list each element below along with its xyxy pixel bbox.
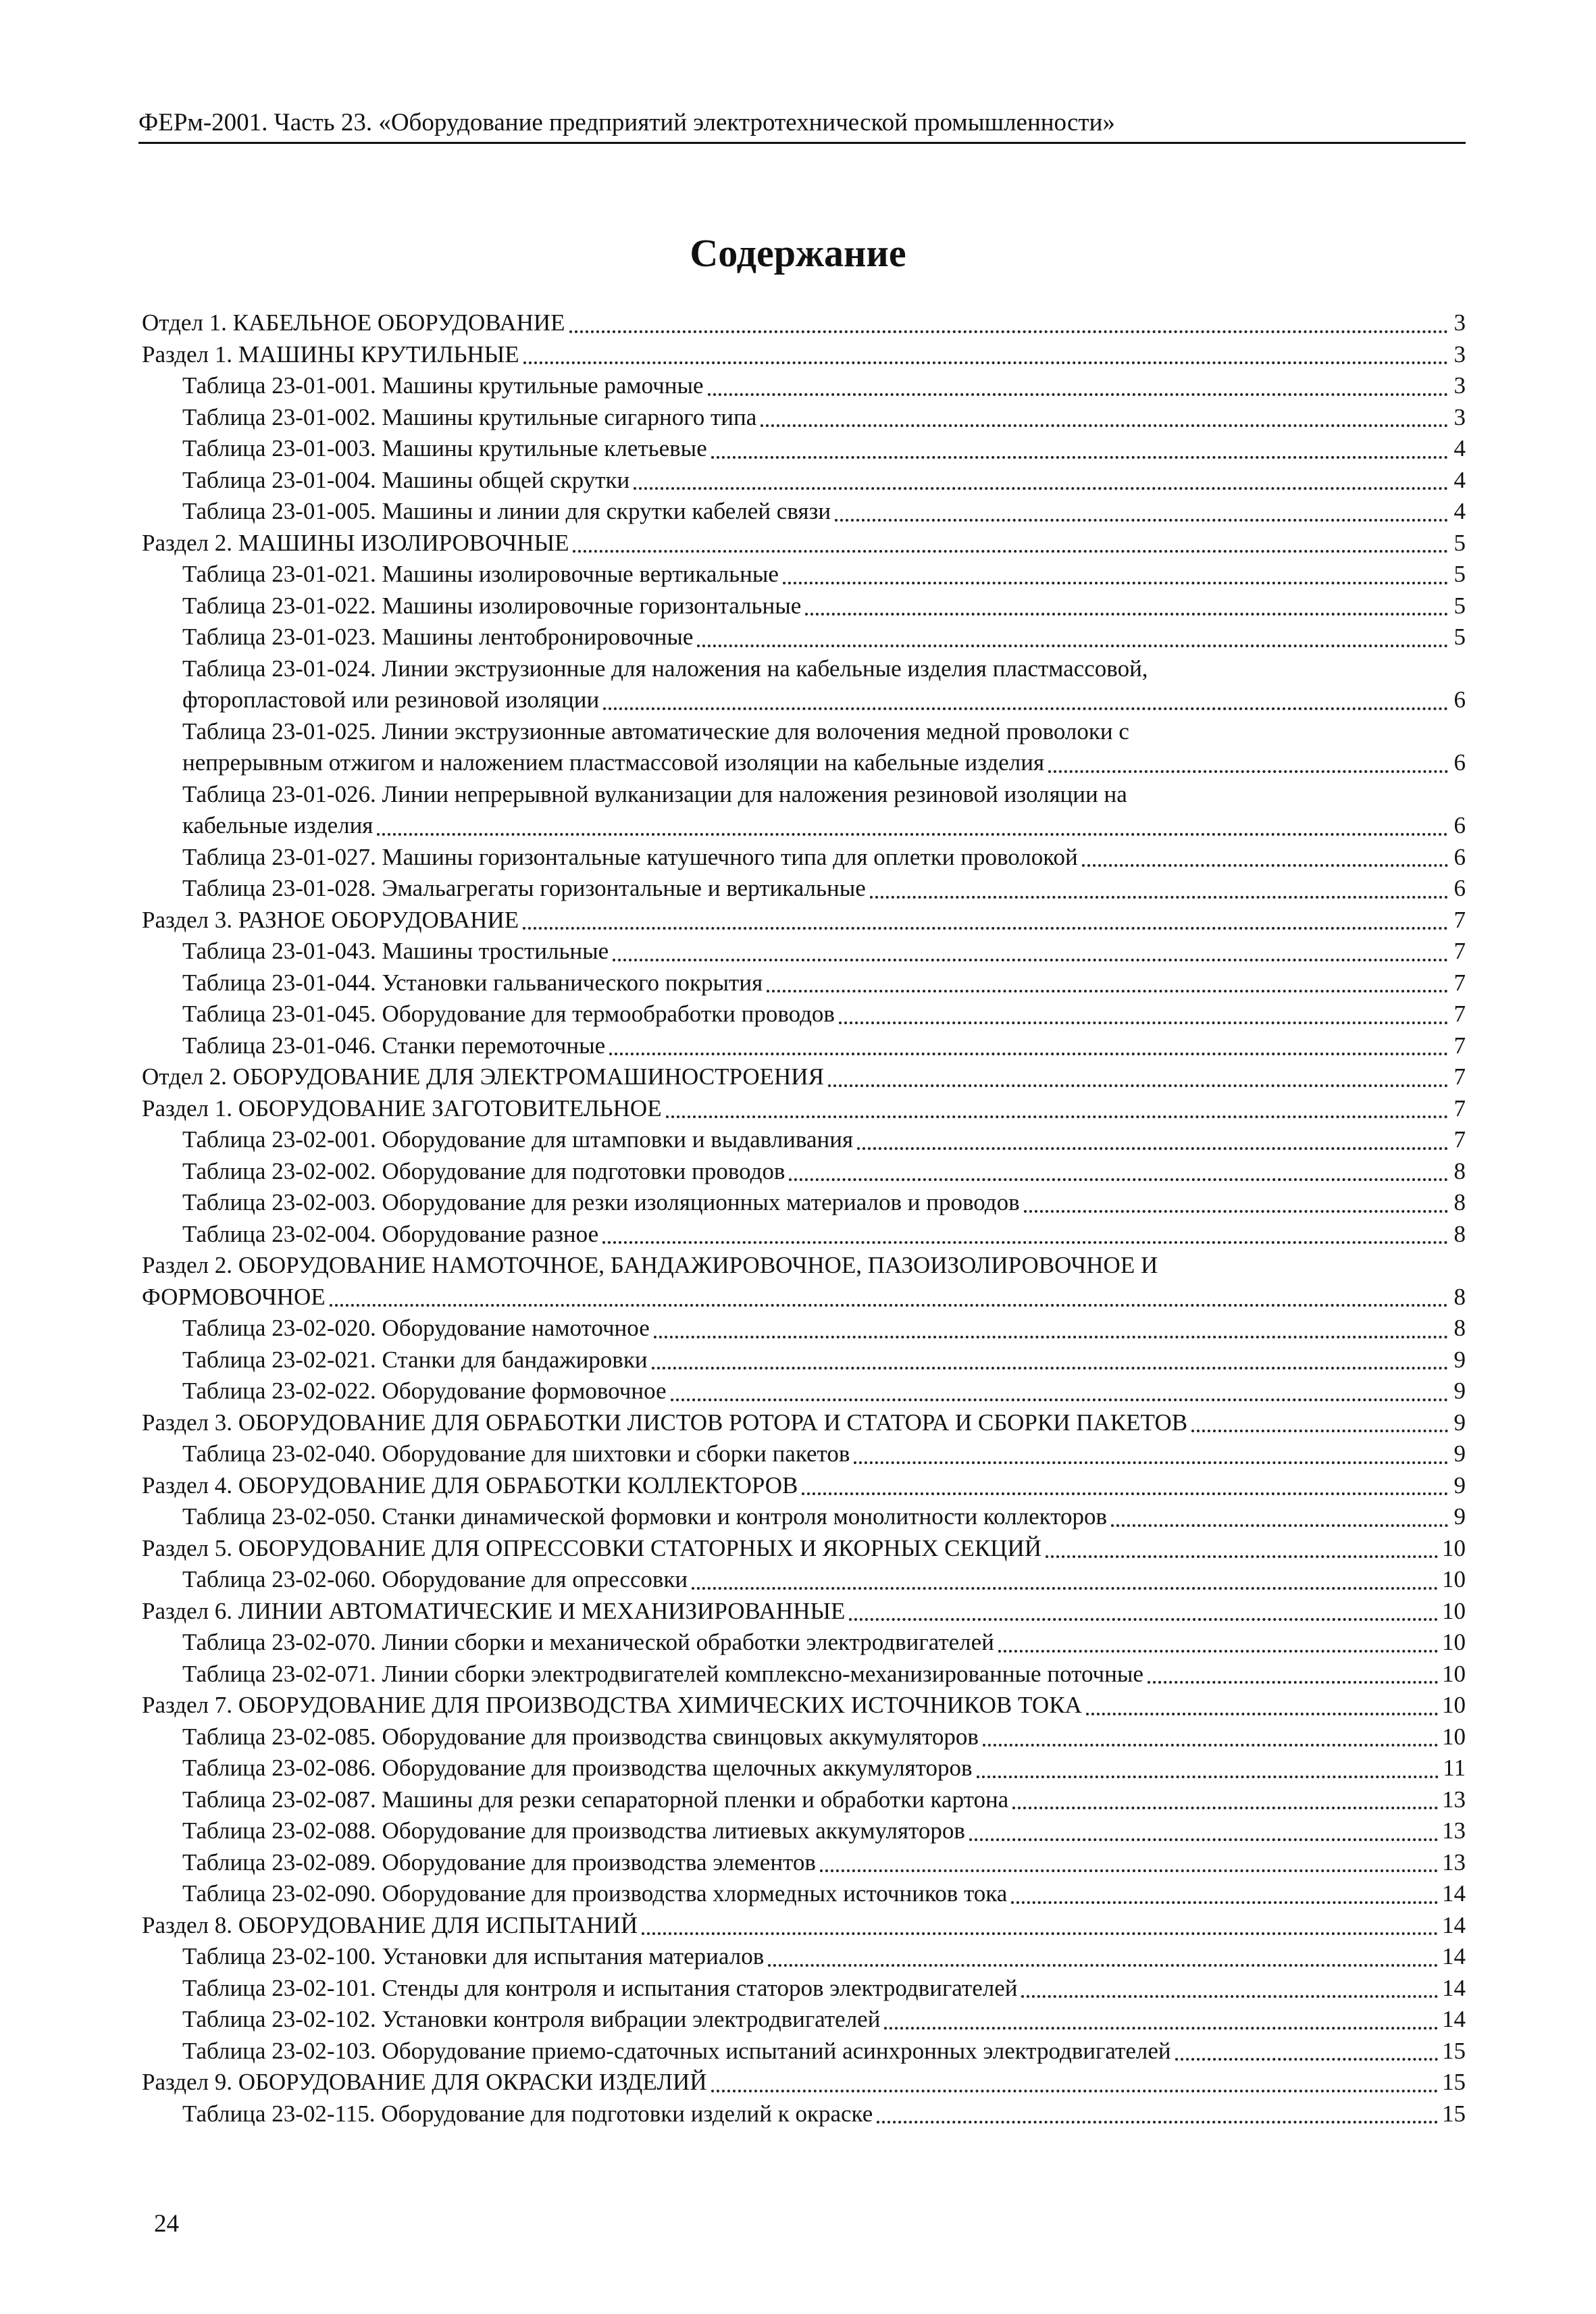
dot-leader	[1046, 1555, 1438, 1558]
toc-entry-page: 3	[1453, 403, 1466, 430]
toc-entry-page: 5	[1453, 529, 1466, 556]
dot-leader	[783, 582, 1448, 584]
toc-entry-page: 8	[1453, 1157, 1466, 1184]
toc-entry-page: 4	[1453, 466, 1466, 493]
toc-entry-title: Отдел 1. КАБЕЛЬНОЕ ОБОРУДОВАНИЕ	[142, 309, 565, 336]
toc-entry[interactable]	[142, 1061, 1466, 1093]
toc-entry[interactable]	[142, 1941, 1466, 1973]
toc-entry-page: 9	[1453, 1409, 1466, 1436]
toc-entry-title: Таблица 23-01-023. Машины лентобронировочные	[182, 624, 694, 650]
toc-entry-page: 7	[1453, 969, 1466, 996]
toc-entry[interactable]	[142, 1690, 1466, 1721]
toc-entry-page: 5	[1453, 624, 1466, 650]
toc-entry-title: Таблица 23-02-087. Машины для резки сепараторной пленки и обработки картона	[182, 1786, 1009, 1813]
toc-entry-page: 11	[1443, 1755, 1466, 1781]
toc-entry[interactable]	[142, 1973, 1466, 2005]
toc-entry-title: Отдел 2. ОБОРУДОВАНИЕ ДЛЯ ЭЛЕКТРОМАШИНОСТРОЕНИЯ	[142, 1063, 824, 1090]
dot-leader	[839, 1022, 1448, 1024]
toc-entry-page: 15	[1442, 2037, 1466, 2064]
toc-entry-title: Раздел 5. ОБОРУДОВАНИЕ ДЛЯ ОПРЕССОВКИ СТАТОРНЫХ И ЯКОРНЫХ СЕКЦИЙ	[142, 1534, 1041, 1561]
toc-entry-page: 10	[1442, 1629, 1466, 1655]
dot-leader	[708, 393, 1448, 396]
toc-entry-page: 5	[1453, 592, 1466, 619]
dot-leader	[711, 456, 1448, 459]
toc-entry[interactable]	[142, 1219, 1466, 1251]
toc-entry-page: 13	[1442, 1786, 1466, 1813]
toc-entry-title: Таблица 23-02-050. Станки динамической формовки и контроля монолитности коллекторов	[182, 1503, 1108, 1530]
toc-entry-title: Раздел 1. МАШИНЫ КРУТИЛЬНЫЕ	[142, 341, 519, 368]
dot-leader	[884, 2027, 1438, 2030]
dot-leader	[877, 2121, 1438, 2123]
page-title: Содержание	[690, 231, 906, 275]
toc-entry[interactable]	[142, 716, 1466, 779]
dot-leader	[613, 959, 1448, 961]
toc-entry-title-continuation: ФОРМОВОЧНОЕ	[142, 1283, 326, 1310]
toc-entry-page: 6	[1453, 875, 1466, 901]
toc-entry[interactable]	[142, 1815, 1466, 1847]
table-of-contents	[142, 307, 1466, 2130]
toc-entry-page: 4	[1453, 435, 1466, 461]
toc-entry-page: 10	[1442, 1566, 1466, 1592]
toc-entry-page: 9	[1453, 1440, 1466, 1467]
toc-entry[interactable]	[142, 1878, 1466, 1910]
toc-entry[interactable]	[142, 402, 1466, 434]
toc-entry-page: 3	[1453, 372, 1466, 399]
toc-entry[interactable]	[142, 873, 1466, 905]
toc-entry-title: Таблица 23-02-100. Установки для испытания материалов	[182, 1943, 765, 1969]
dot-leader	[1111, 1524, 1448, 1527]
dot-leader	[789, 1178, 1448, 1181]
dot-leader	[998, 1650, 1438, 1653]
toc-entry-title: Таблица 23-02-060. Оборудование для опрессовки	[182, 1566, 688, 1592]
toc-entry-title: Таблица 23-02-115. Оборудование для подготовки изделий к окраске	[182, 2100, 873, 2127]
toc-entry[interactable]	[142, 1093, 1466, 1125]
toc-entry[interactable]	[142, 2098, 1466, 2130]
toc-entry[interactable]	[142, 1753, 1466, 1784]
toc-entry-page: 9	[1453, 1378, 1466, 1404]
dot-leader	[609, 1053, 1448, 1055]
toc-entry-title: Таблица 23-01-004. Машины общей скрутки	[182, 466, 630, 493]
toc-entry[interactable]	[142, 1847, 1466, 1879]
toc-entry-title: Таблица 23-02-088. Оборудование для производства литиевых аккумуляторов	[182, 1817, 965, 1844]
toc-entry-title: Таблица 23-01-045. Оборудование для термообработки проводов	[182, 1001, 835, 1027]
dot-leader	[652, 1367, 1448, 1369]
dot-leader	[849, 1618, 1438, 1621]
toc-entry-title: Таблица 23-02-022. Оборудование формовочное	[182, 1378, 667, 1404]
toc-entry[interactable]	[142, 528, 1466, 559]
dot-leader	[603, 707, 1448, 710]
toc-entry-title: Таблица 23-01-021. Машины изолировочные вертикальные	[182, 561, 779, 587]
toc-entry-title: Таблица 23-02-101. Стенды для контроля и испытания статоров электродвигателей	[182, 1974, 1018, 2001]
toc-entry-page: 9	[1453, 1346, 1466, 1373]
toc-entry-title: Таблица 23-02-040. Оборудование для шихтовки и сборки пакетов	[182, 1440, 850, 1467]
dot-leader	[330, 1304, 1448, 1307]
toc-entry-title: Раздел 2. ОБОРУДОВАНИЕ НАМОТОЧНОЕ, БАНДАЖИРОВОЧНОЕ, ПАЗОИЗОЛИРОВОЧНОЕ И	[142, 1252, 1158, 1278]
toc-entry-title: Раздел 1. ОБОРУДОВАНИЕ ЗАГОТОВИТЕЛЬНОЕ	[142, 1095, 662, 1122]
toc-entry-title: Таблица 23-02-071. Линии сборки электродвигателей комплексно-механизированные поточные	[182, 1660, 1143, 1687]
toc-entry[interactable]	[142, 1501, 1466, 1533]
dot-leader	[768, 1964, 1438, 1967]
toc-entry-title-continuation: фторопластовой или резиновой изоляции	[182, 686, 600, 713]
toc-entry[interactable]	[142, 339, 1466, 371]
toc-entry[interactable]	[142, 496, 1466, 528]
toc-entry-page: 10	[1442, 1692, 1466, 1718]
dot-leader	[1191, 1430, 1448, 1432]
toc-entry-page: 13	[1442, 1817, 1466, 1844]
toc-entry-page: 13	[1442, 1848, 1466, 1876]
dot-leader	[854, 1461, 1448, 1464]
toc-entry[interactable]	[142, 1721, 1466, 1753]
toc-entry-title: Таблица 23-01-005. Машины и линии для скрутки кабелей связи	[182, 498, 831, 524]
toc-entry[interactable]	[142, 1376, 1466, 1407]
toc-entry-title: Таблица 23-01-003. Машины крутильные клетьевые	[182, 435, 707, 461]
toc-entry-title: Таблица 23-01-002. Машины крутильные сигарного типа	[182, 403, 757, 430]
toc-entry-page: 3	[1453, 309, 1466, 336]
toc-entry[interactable]	[142, 590, 1466, 622]
toc-entry-title: Раздел 7. ОБОРУДОВАНИЕ ДЛЯ ПРОИЗВОДСТВА ХИМИЧЕСКИХ ИСТОЧНИКОВ ТОКА	[142, 1692, 1082, 1718]
toc-entry[interactable]	[142, 1910, 1466, 1942]
toc-entry-title: Таблица 23-01-046. Станки перемоточные	[182, 1032, 606, 1059]
dot-leader	[711, 2090, 1438, 2092]
dot-leader	[977, 1776, 1439, 1778]
toc-entry-page: 15	[1442, 2100, 1466, 2127]
toc-entry-page: 9	[1453, 1503, 1466, 1530]
toc-entry-page: 5	[1453, 561, 1466, 587]
dot-leader	[654, 1336, 1448, 1338]
dot-leader	[870, 896, 1448, 899]
dot-leader	[835, 519, 1448, 522]
toc-entry-title: Таблица 23-01-024. Линии экструзионные для наложения на кабельные изделия пластмассовой,	[182, 655, 1148, 682]
dot-leader	[1012, 1807, 1438, 1809]
toc-entry[interactable]	[142, 999, 1466, 1030]
toc-entry[interactable]	[142, 779, 1466, 842]
dot-leader	[802, 1492, 1448, 1495]
dot-leader	[761, 424, 1448, 427]
dot-leader	[820, 1869, 1438, 1872]
toc-entry-title: Таблица 23-02-004. Оборудование разное	[182, 1220, 599, 1247]
toc-entry[interactable]	[142, 1313, 1466, 1344]
toc-entry-title: Раздел 4. ОБОРУДОВАНИЕ ДЛЯ ОБРАБОТКИ КОЛЛЕКТОРОВ	[142, 1472, 798, 1499]
toc-entry-title: Таблица 23-01-022. Машины изолировочные горизонтальные	[182, 592, 802, 619]
toc-entry-title: Таблица 23-01-044. Установки гальванического покрытия	[182, 969, 763, 996]
toc-entry[interactable]	[142, 465, 1466, 497]
dot-leader	[1048, 770, 1448, 773]
toc-entry[interactable]	[142, 936, 1466, 967]
toc-entry-title: Таблица 23-02-070. Линии сборки и механической обработки электродвигателей	[182, 1629, 994, 1655]
toc-entry-page: 6	[1453, 812, 1466, 838]
toc-entry-page: 4	[1453, 498, 1466, 524]
dot-leader	[569, 330, 1448, 333]
toc-entry-page: 7	[1453, 906, 1466, 933]
dot-leader	[666, 1115, 1448, 1118]
toc-entry[interactable]	[142, 1438, 1466, 1470]
toc-entry-page: 14	[1442, 1943, 1466, 1969]
toc-entry-page: 15	[1442, 2069, 1466, 2095]
toc-entry[interactable]	[142, 1030, 1466, 1062]
toc-entry[interactable]	[142, 1124, 1466, 1156]
dot-leader	[828, 1084, 1448, 1087]
toc-entry[interactable]	[142, 1187, 1466, 1219]
toc-entry-title: Таблица 23-02-021. Станки для бандажировки	[182, 1346, 648, 1373]
dot-leader	[1175, 2058, 1438, 2061]
toc-entry-title: Таблица 23-02-089. Оборудование для производства элементов	[182, 1848, 816, 1876]
toc-entry-title: Раздел 9. ОБОРУДОВАНИЕ ДЛЯ ОКРАСКИ ИЗДЕЛИЙ	[142, 2069, 707, 2095]
toc-entry[interactable]	[142, 559, 1466, 590]
toc-entry-title-continuation: кабельные изделия	[182, 812, 374, 838]
toc-entry-title: Таблица 23-02-103. Оборудование приемо-сдаточных испытаний асинхронных электродвигателей	[182, 2037, 1171, 2064]
dot-leader	[1082, 864, 1448, 867]
toc-entry-title: Раздел 2. МАШИНЫ ИЗОЛИРОВОЧНЫЕ	[142, 529, 569, 556]
toc-entry-page: 7	[1453, 938, 1466, 964]
toc-entry[interactable]	[142, 1784, 1466, 1816]
toc-entry-title: Раздел 3. РАЗНОЕ ОБОРУДОВАНИЕ	[142, 906, 519, 933]
dot-leader	[602, 1241, 1448, 1244]
toc-entry-title: Таблица 23-02-001. Оборудование для штамповки и выдавливания	[182, 1126, 854, 1153]
toc-entry-title: Таблица 23-02-085. Оборудование для производства свинцовых аккумуляторов	[182, 1723, 979, 1750]
toc-entry-title: Раздел 8. ОБОРУДОВАНИЕ ДЛЯ ИСПЫТАНИЙ	[142, 1911, 638, 1938]
toc-entry-page: 6	[1453, 749, 1466, 776]
toc-entry[interactable]	[142, 653, 1466, 716]
toc-entry[interactable]	[142, 967, 1466, 999]
toc-entry[interactable]	[142, 2067, 1466, 2098]
toc-entry-title: Таблица 23-01-001. Машины крутильные рамочные	[182, 372, 704, 399]
toc-entry-page: 8	[1453, 1283, 1466, 1310]
toc-entry-title: Таблица 23-01-027. Машины горизонтальные катушечного типа для оплетки проволокой	[182, 843, 1078, 870]
toc-entry[interactable]	[142, 370, 1466, 402]
toc-entry-page: 10	[1442, 1660, 1466, 1687]
toc-entry-page: 14	[1442, 1880, 1466, 1907]
toc-entry-page: 6	[1453, 843, 1466, 870]
toc-entry-page: 8	[1453, 1189, 1466, 1215]
toc-entry-title-continuation: непрерывным отжигом и наложением пластмассовой изоляции на кабельные изделия	[182, 749, 1045, 776]
toc-entry-page: 10	[1442, 1597, 1466, 1624]
toc-entry-title: Раздел 3. ОБОРУДОВАНИЕ ДЛЯ ОБРАБОТКИ ЛИСТОВ РОТОРА И СТАТОРА И СБОРКИ ПАКЕТОВ	[142, 1409, 1188, 1436]
toc-entry[interactable]	[142, 1250, 1466, 1313]
dot-leader	[1021, 1995, 1438, 1998]
toc-entry-page: 7	[1453, 1095, 1466, 1122]
toc-entry-page: 14	[1442, 1974, 1466, 2001]
toc-entry-page: 7	[1453, 1063, 1466, 1090]
toc-entry-title: Таблица 23-02-086. Оборудование для производства щелочных аккумуляторов	[182, 1755, 973, 1781]
dot-leader	[1024, 1210, 1448, 1213]
toc-entry[interactable]	[142, 1156, 1466, 1188]
dot-leader	[573, 550, 1448, 553]
toc-entry-page: 10	[1442, 1534, 1466, 1561]
toc-entry[interactable]	[142, 433, 1466, 465]
dot-leader	[1086, 1713, 1438, 1715]
dot-leader	[805, 613, 1448, 615]
toc-entry[interactable]	[142, 1533, 1466, 1565]
toc-entry-title: Таблица 23-01-043. Машины тростильные	[182, 938, 609, 964]
toc-entry[interactable]	[142, 307, 1466, 339]
toc-entry[interactable]	[142, 2004, 1466, 2036]
toc-entry-page: 7	[1453, 1126, 1466, 1153]
dot-leader	[969, 1838, 1438, 1841]
dot-leader	[767, 990, 1448, 992]
dot-leader	[671, 1399, 1448, 1401]
toc-entry-page: 9	[1453, 1472, 1466, 1499]
dot-leader	[697, 645, 1448, 647]
toc-entry-title: Таблица 23-02-002. Оборудование для подготовки проводов	[182, 1157, 786, 1184]
toc-entry[interactable]	[142, 1344, 1466, 1376]
toc-entry[interactable]	[142, 1407, 1466, 1439]
toc-entry-page: 3	[1453, 341, 1466, 368]
toc-entry-title: Раздел 6. ЛИНИИ АВТОМАТИЧЕСКИЕ И МЕХАНИЗИРОВАННЫЕ	[142, 1597, 846, 1624]
toc-entry-page: 7	[1453, 1001, 1466, 1027]
dot-leader	[983, 1744, 1438, 1746]
toc-entry[interactable]	[142, 622, 1466, 653]
toc-entry[interactable]	[142, 1470, 1466, 1502]
dot-leader	[692, 1587, 1438, 1590]
toc-entry[interactable]	[142, 1659, 1466, 1690]
toc-entry[interactable]	[142, 1564, 1466, 1596]
toc-entry[interactable]	[142, 905, 1466, 936]
toc-entry-page: 6	[1453, 686, 1466, 713]
toc-entry[interactable]	[142, 842, 1466, 874]
dot-leader	[523, 927, 1448, 930]
dot-leader	[634, 487, 1448, 490]
dot-leader	[1011, 1901, 1438, 1904]
dot-leader	[377, 833, 1448, 836]
toc-entry[interactable]	[142, 1596, 1466, 1628]
toc-entry[interactable]	[142, 2036, 1466, 2067]
toc-entry-title: Таблица 23-01-025. Линии экструзионные автоматические для волочения медной проволоки с	[182, 718, 1129, 745]
toc-entry-page: 14	[1442, 1911, 1466, 1938]
toc-entry-title: Таблица 23-02-102. Установки контроля вибрации электродвигателей	[182, 2006, 881, 2032]
toc-entry-page: 10	[1442, 1723, 1466, 1750]
toc-entry-page: 7	[1453, 1032, 1466, 1059]
dot-leader	[642, 1932, 1438, 1935]
toc-entry-title: Таблица 23-02-090. Оборудование для производства хлормедных источников тока	[182, 1880, 1008, 1907]
toc-entry-title: Таблица 23-02-020. Оборудование намоточное	[182, 1315, 650, 1341]
toc-entry-title: Таблица 23-02-003. Оборудование для резки изоляционных материалов и проводов	[182, 1189, 1020, 1215]
dot-leader	[1148, 1681, 1438, 1684]
toc-entry-page: 8	[1453, 1315, 1466, 1341]
dot-leader	[857, 1147, 1448, 1150]
toc-entry-page: 14	[1442, 2006, 1466, 2032]
running-header: ФЕРм-2001. Часть 23. «Оборудование предприятий электротехнической промышленности»	[138, 107, 1466, 144]
dot-leader	[523, 361, 1448, 364]
toc-entry-page: 8	[1453, 1220, 1466, 1247]
page-number: 24	[154, 2210, 179, 2238]
toc-entry-title: Таблица 23-01-026. Линии непрерывной вулканизации для наложения резиновой изоляции на	[182, 780, 1127, 807]
toc-entry[interactable]	[142, 1627, 1466, 1659]
toc-entry-title: Таблица 23-01-028. Эмальагрегаты горизонтальные и вертикальные	[182, 875, 866, 901]
